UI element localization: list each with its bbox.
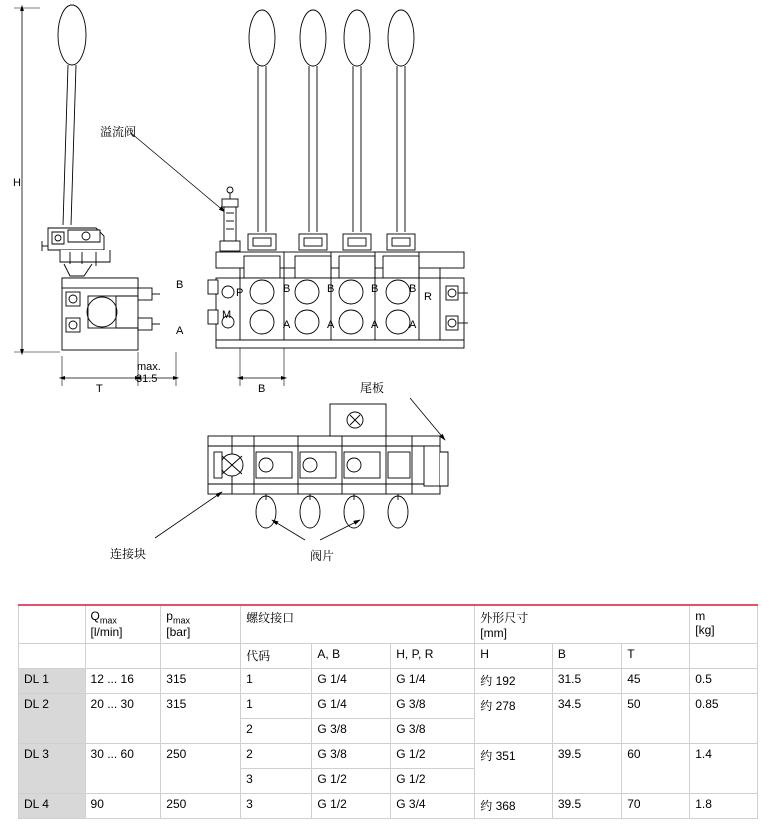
- cell-m-dl1: 0.5: [690, 669, 758, 694]
- subheader-ab: A, B: [312, 644, 391, 669]
- port-A-4: A: [409, 319, 417, 331]
- dim-B-label: B: [258, 383, 266, 395]
- cell-code-dl4-1: 3: [241, 794, 312, 819]
- cell-code-dl2-1: 1: [241, 694, 312, 719]
- cell-t-dl3: 60: [622, 744, 690, 794]
- subheader-blank-q: [85, 644, 161, 669]
- cell-ab-dl3-2: G 1/2: [312, 769, 391, 794]
- header-qmax: $Q_{max}$ [l/min]: [85, 605, 161, 644]
- dim-T-label: T: [96, 383, 103, 395]
- cell-hpr-dl2-2: G 3/8: [391, 719, 475, 744]
- cell-pmax-dl2: 315: [161, 694, 241, 744]
- dim-max-label: max.: [137, 361, 161, 373]
- header-mass: m [kg]: [690, 605, 758, 644]
- cell-m-dl4: 1.8: [690, 794, 758, 819]
- spec-table: [18, 604, 758, 819]
- cell-hpr-dl4-1: G 3/4: [391, 794, 475, 819]
- subheader-blank: [19, 644, 86, 669]
- cell-qmax-dl2: 20 ... 30: [85, 694, 161, 744]
- port-A-left: A: [176, 325, 184, 337]
- cell-code-dl2-2: 2: [241, 719, 312, 744]
- cell-hpr-dl3-1: G 1/2: [391, 744, 475, 769]
- cell-code-dl1-1: 1: [241, 669, 312, 694]
- row-label-dl1: DL 1: [19, 669, 86, 694]
- cell-ab-dl2-2: G 3/8: [312, 719, 391, 744]
- subheader-blank-p: [161, 644, 241, 669]
- cell-hpr-dl3-2: G 1/2: [391, 769, 475, 794]
- cell-ab-dl1-1: G 1/4: [312, 669, 391, 694]
- cell-qmax-dl4: 90: [85, 794, 161, 819]
- cell-pmax-dl4: 250: [161, 794, 241, 819]
- cell-ab-dl3-1: G 3/8: [312, 744, 391, 769]
- port-A-1: A: [283, 319, 291, 331]
- table-row: [19, 794, 758, 819]
- subheader-hpr: H, P, R: [391, 644, 475, 669]
- cell-pmax-dl3: 250: [161, 744, 241, 794]
- cell-code-dl3-1: 2: [241, 744, 312, 769]
- subheader-t: T: [622, 644, 690, 669]
- cell-h-dl3: 约 351: [475, 744, 553, 794]
- cell-h-dl4: 约 368: [475, 794, 553, 819]
- port-A-3: A: [371, 319, 379, 331]
- port-B-left: B: [176, 279, 184, 291]
- cell-m-dl3: 1.4: [690, 744, 758, 794]
- row-label-dl4: DL 4: [19, 794, 86, 819]
- cell-b-dl2: 34.5: [552, 694, 621, 744]
- label-valve-section: 阀片: [310, 549, 335, 563]
- port-B-1: B: [283, 283, 291, 295]
- subheader-b: B: [552, 644, 621, 669]
- dim-max-value: 31.5: [136, 373, 158, 385]
- port-A-2: A: [327, 319, 335, 331]
- cell-h-dl2: 约 278: [475, 694, 553, 744]
- header-pmax: $p_{max}$ [bar]: [161, 605, 241, 644]
- table-header-row: [19, 605, 758, 644]
- label-relief-valve: 溢流阀: [100, 125, 137, 139]
- header-blank: [19, 605, 86, 644]
- cell-h-dl1: 约 192: [475, 669, 553, 694]
- label-end-plate: 尾板: [360, 381, 385, 395]
- header-qmax-unit: [l/min]: [90, 625, 123, 640]
- cell-ab-dl2-1: G 1/4: [312, 694, 391, 719]
- subheader-h: H: [475, 644, 553, 669]
- port-B-3: B: [371, 283, 379, 295]
- cell-ab-dl4-1: G 1/2: [312, 794, 391, 819]
- cell-pmax-dl1: 315: [161, 669, 241, 694]
- cell-qmax-dl1: 12 ... 16: [85, 669, 161, 694]
- port-R: R: [424, 291, 432, 303]
- cell-b-dl1: 31.5: [552, 669, 621, 694]
- row-label-dl3: DL 3: [19, 744, 86, 794]
- table-row: [19, 669, 758, 694]
- cell-m-dl2: 0.85: [690, 694, 758, 744]
- spec-table-container: [18, 604, 758, 819]
- table-subheader-row: [19, 644, 758, 669]
- port-B-2: B: [327, 283, 335, 295]
- cell-b-dl4: 39.5: [552, 794, 621, 819]
- table-row: [19, 744, 758, 769]
- cell-t-dl4: 70: [622, 794, 690, 819]
- cell-t-dl1: 45: [622, 669, 690, 694]
- port-M: M: [222, 309, 232, 321]
- cell-t-dl2: 50: [622, 694, 690, 744]
- header-pmax-unit: [bar]: [166, 625, 191, 640]
- dim-H-label: H: [13, 177, 21, 189]
- port-P: P: [236, 287, 244, 299]
- row-label-dl2: DL 2: [19, 694, 86, 744]
- label-connection-block: 连接块: [110, 547, 147, 561]
- header-dimensions: 外形尺寸 [mm]: [475, 605, 690, 644]
- subheader-blank-m: [690, 644, 758, 669]
- cell-hpr-dl2-1: G 3/8: [391, 694, 475, 719]
- header-thread-ports: 螺纹接口: [241, 605, 475, 644]
- cell-hpr-dl1-1: G 1/4: [391, 669, 475, 694]
- port-B-4: B: [409, 283, 417, 295]
- cell-b-dl3: 39.5: [552, 744, 621, 794]
- cell-code-dl3-2: 3: [241, 769, 312, 794]
- subheader-code: 代码: [241, 644, 312, 669]
- table-row: [19, 694, 758, 719]
- cell-qmax-dl3: 30 ... 60: [85, 744, 161, 794]
